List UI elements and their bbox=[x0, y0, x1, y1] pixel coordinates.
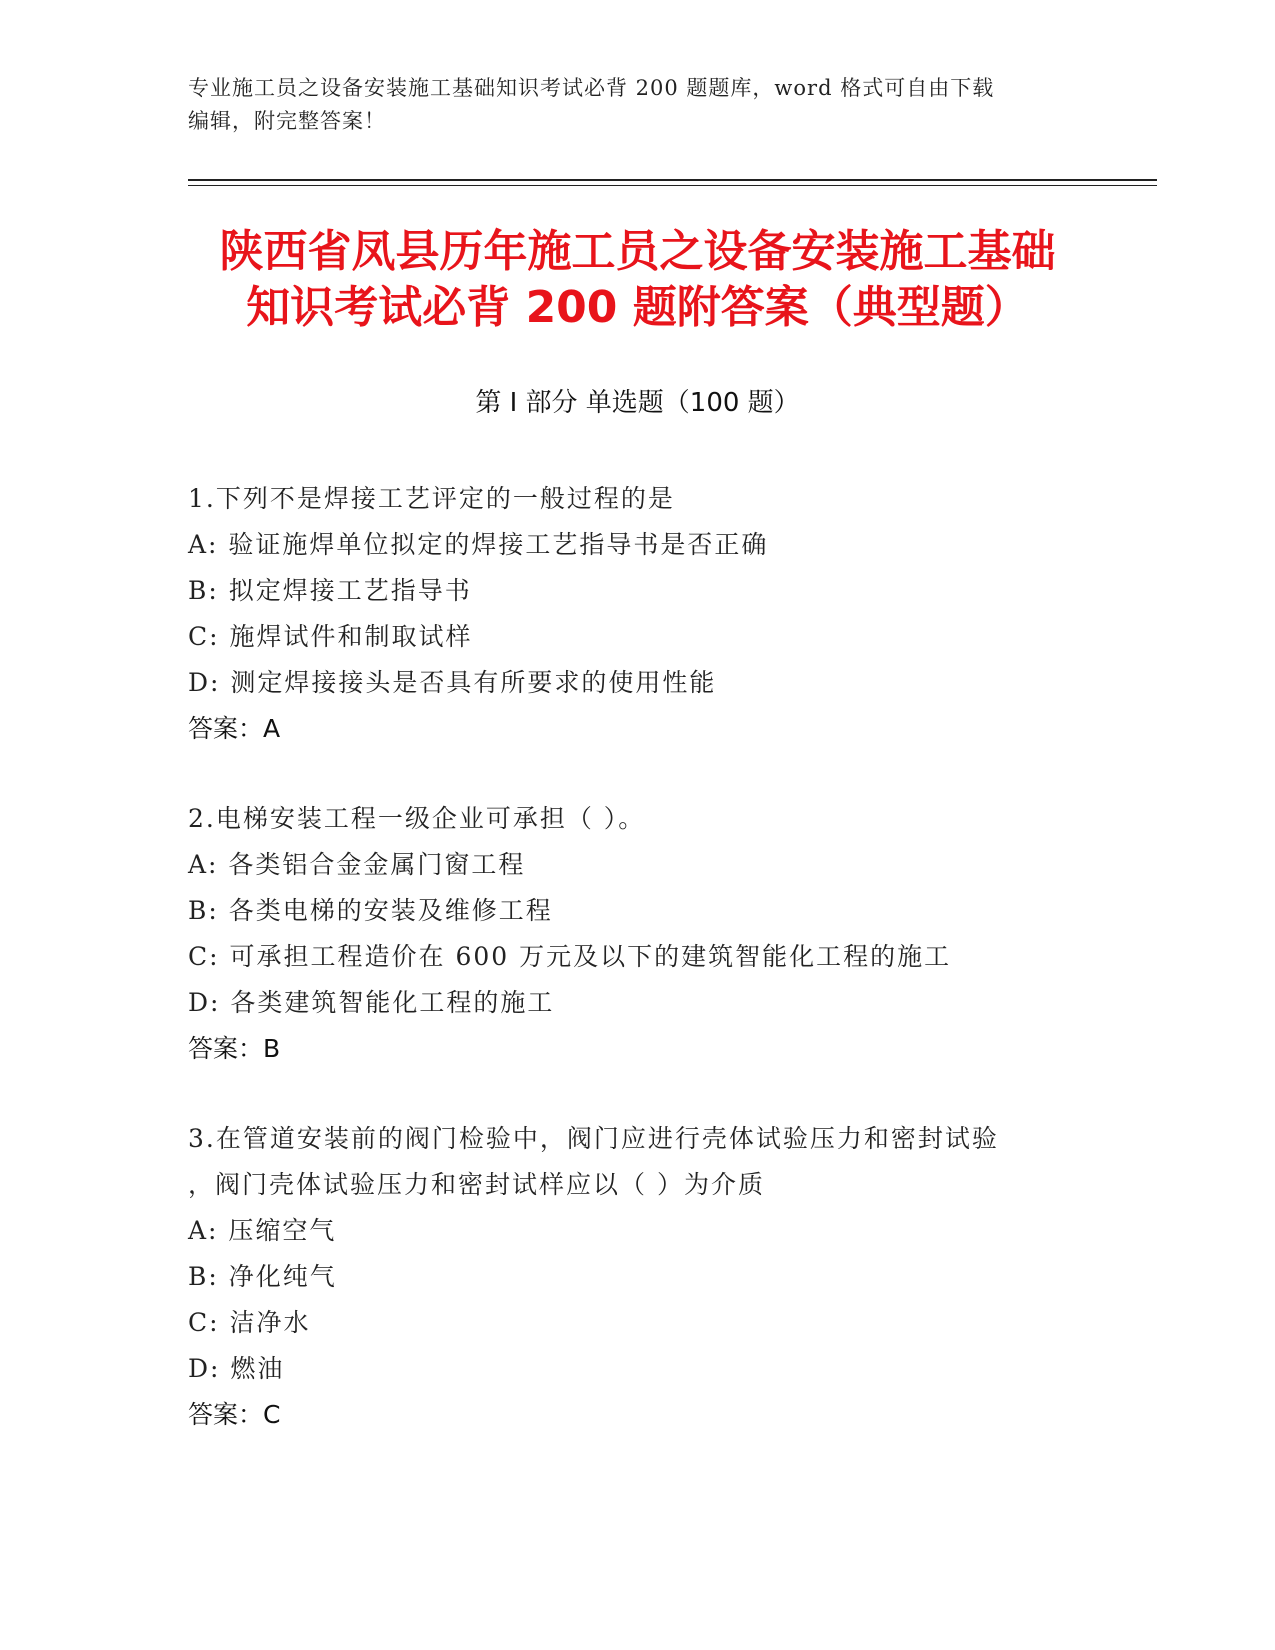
question-stem-line: 2.电梯安装工程一级企业可承担（ ）。 bbox=[188, 804, 646, 833]
question-option-c: C: 施焊试件和制取试样 bbox=[188, 622, 473, 651]
question-option-d: D: 各类建筑智能化工程的施工 bbox=[188, 988, 555, 1017]
question-list bbox=[188, 476, 1088, 1482]
question-answer: 答案：B bbox=[188, 1034, 281, 1063]
question-option-c: C: 可承担工程造价在 600 万元及以下的建筑智能化工程的施工 bbox=[188, 942, 952, 971]
question-option-b: B: 拟定焊接工艺指导书 bbox=[188, 576, 472, 605]
document-title-line: 知识考试必背 200 题附答案（典型题） bbox=[246, 282, 1029, 333]
question-item bbox=[188, 476, 1088, 752]
header-divider-thin bbox=[188, 185, 1157, 186]
question-item bbox=[188, 796, 1088, 1072]
question-stem bbox=[188, 796, 1088, 842]
question-stem bbox=[188, 476, 1088, 522]
question-item bbox=[188, 1116, 1088, 1438]
section-title: 第 I 部分 单选题（100 题） bbox=[475, 388, 800, 418]
question-stem bbox=[188, 1116, 1088, 1208]
question-option-a: A: 压缩空气 bbox=[188, 1216, 337, 1245]
question-option-d: D: 燃油 bbox=[188, 1354, 285, 1383]
question-option-b: B: 各类电梯的安装及维修工程 bbox=[188, 896, 553, 925]
question-answer: 答案：A bbox=[188, 714, 281, 743]
question-option-a: A: 验证施焊单位拟定的焊接工艺指导书是否正确 bbox=[188, 530, 769, 559]
header-note bbox=[188, 72, 1088, 138]
header-note-line: 专业施工员之设备安装施工基础知识考试必背 200 题题库，word 格式可自由下载 bbox=[188, 76, 995, 100]
question-stem-line: 1.下列不是焊接工艺评定的一般过程的是 bbox=[188, 484, 675, 513]
question-answer: 答案：C bbox=[188, 1400, 281, 1429]
question-option-c: C: 洁净水 bbox=[188, 1308, 311, 1337]
question-option-b: B: 净化纯气 bbox=[188, 1262, 337, 1291]
question-stem-line: ，阀门壳体试验压力和密封试样应以（ ）为介质 bbox=[188, 1170, 765, 1199]
document-title-line: 陕西省凤县历年施工员之设备安装施工基础 bbox=[219, 226, 1056, 277]
question-stem-line: 3.在管道安装前的阀门检验中，阀门应进行壳体试验压力和密封试验 bbox=[188, 1124, 999, 1153]
document-title bbox=[150, 224, 1125, 336]
question-option-a: A: 各类铝合金金属门窗工程 bbox=[188, 850, 526, 879]
header-divider-thick bbox=[188, 179, 1157, 181]
header-note-line: 编辑，附完整答案！ bbox=[188, 109, 386, 133]
question-option-d: D: 测定焊接接头是否具有所要求的使用性能 bbox=[188, 668, 717, 697]
